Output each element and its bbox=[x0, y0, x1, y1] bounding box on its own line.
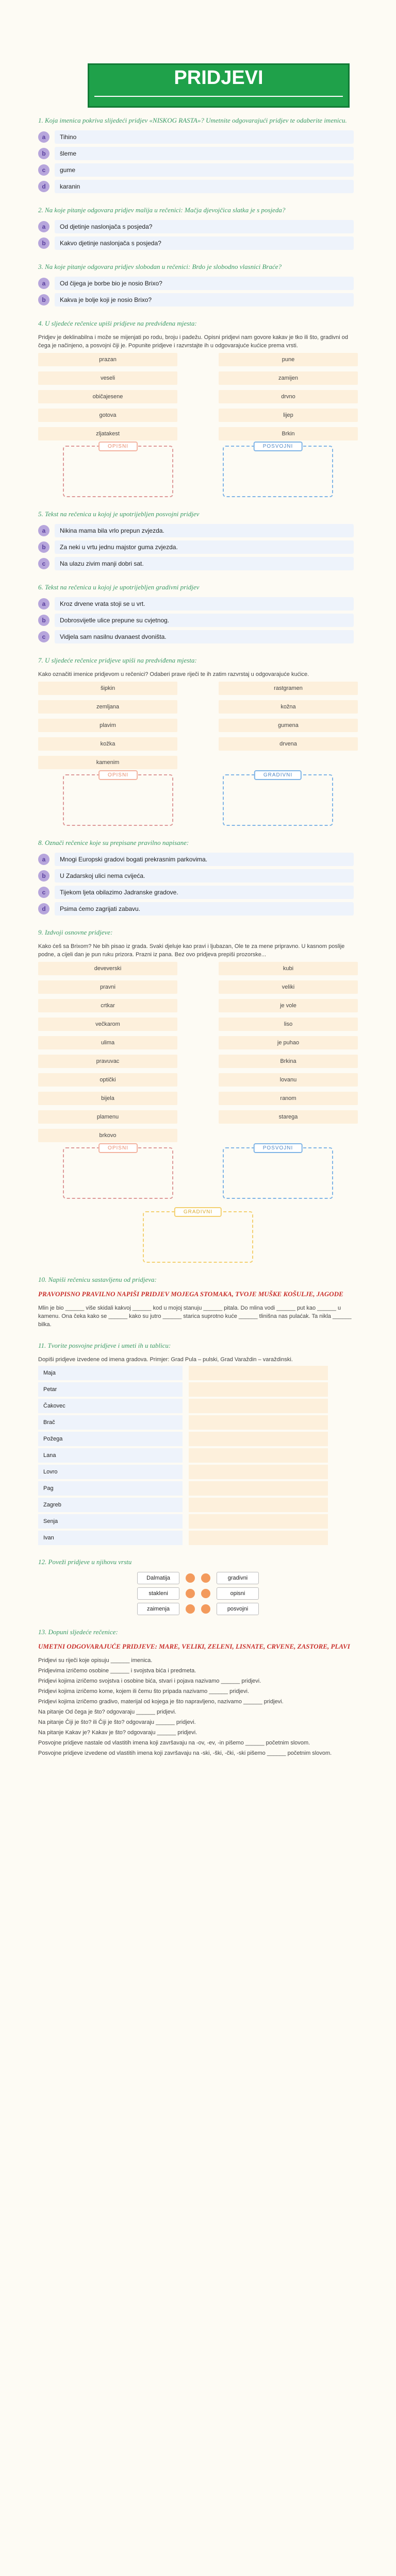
sort-boxes-2 bbox=[38, 1211, 358, 1263]
word-chip[interactable]: običajesene bbox=[38, 390, 177, 403]
question-text: Dopiši pridjeve izvedene od imena gradova. Primjer: Grad Pula – pulski, Grad Varaždin – varaždinski. bbox=[38, 1357, 293, 1363]
option-text: Od čijega je borbe bio je nosio Brixo? bbox=[55, 277, 354, 290]
option-letter: d bbox=[38, 903, 50, 914]
option-text: karanin bbox=[55, 180, 354, 193]
adjective-input[interactable] bbox=[189, 1382, 328, 1397]
drop-box-posvojni[interactable] bbox=[223, 446, 333, 497]
question-title: 9. Izdvoji osnovne pridjeve: bbox=[38, 928, 113, 936]
option[interactable] bbox=[38, 277, 358, 290]
title-banner bbox=[88, 63, 350, 108]
city-name: Čakovec bbox=[38, 1399, 183, 1413]
fill-line[interactable]: Pridjevima izričemo osobine ______ i svojstva bića i predmeta. bbox=[38, 1668, 196, 1674]
drop-box-gradivni[interactable] bbox=[223, 774, 333, 826]
drop-box-opisni[interactable] bbox=[63, 774, 173, 826]
question-4 bbox=[38, 319, 358, 497]
word-chip[interactable]: Brkina bbox=[219, 1055, 358, 1068]
option-text: Tijekom ljeta obilazimo Jadranske gradove. bbox=[55, 886, 354, 899]
adjective-input[interactable] bbox=[189, 1481, 328, 1496]
match-right[interactable]: gradivni bbox=[217, 1572, 259, 1584]
option[interactable] bbox=[38, 853, 358, 866]
city-name: Senja bbox=[38, 1514, 183, 1529]
option-letter: d bbox=[38, 181, 50, 192]
option[interactable] bbox=[38, 869, 358, 883]
match-left[interactable]: stakleni bbox=[137, 1587, 179, 1600]
drop-box-posvojni[interactable] bbox=[223, 1147, 333, 1199]
word-bank bbox=[38, 353, 358, 440]
fill-line[interactable]: Na pitanje Od čega je što? odgovaraju ______ pridjevi. bbox=[38, 1709, 176, 1715]
word-chip[interactable]: pravuvac bbox=[38, 1055, 177, 1068]
word-chip[interactable]: brkovo bbox=[38, 1129, 177, 1142]
option-text: Kroz drvene vrata stoji se u vrt. bbox=[55, 597, 354, 611]
adjective-input[interactable] bbox=[189, 1448, 328, 1463]
word-chip[interactable]: bijela bbox=[38, 1092, 177, 1105]
option-letter: a bbox=[38, 278, 50, 289]
city-row bbox=[38, 1498, 358, 1512]
option-letter: a bbox=[38, 854, 50, 865]
option[interactable] bbox=[38, 630, 358, 643]
box-label: POSVOJNI bbox=[254, 442, 303, 451]
option-letter: b bbox=[38, 870, 50, 882]
box-label: POSVOJNI bbox=[254, 1143, 303, 1153]
option-text: Psima ćemo zagrijati zabavu. bbox=[55, 902, 354, 916]
box-label: OPISNI bbox=[98, 442, 138, 451]
word-chip[interactable]: gumena bbox=[219, 719, 358, 732]
word-chip[interactable]: crtkar bbox=[38, 999, 177, 1012]
word-chip[interactable]: drvena bbox=[219, 737, 358, 751]
page-title: PRIDJEVI bbox=[174, 67, 263, 89]
option-letter: c bbox=[38, 887, 50, 898]
option-text: Tihino bbox=[55, 130, 354, 144]
word-chip[interactable]: deveverski bbox=[38, 962, 177, 975]
word-chip[interactable]: liso bbox=[219, 1018, 358, 1031]
question-9 bbox=[38, 928, 358, 1263]
word-chip[interactable]: zamijen bbox=[219, 371, 358, 385]
word-chip[interactable]: gotova bbox=[38, 409, 177, 422]
city-row bbox=[38, 1531, 358, 1545]
question-5 bbox=[38, 510, 358, 570]
question-10 bbox=[38, 1275, 358, 1329]
connector-dot[interactable] bbox=[201, 1604, 210, 1614]
option-letter: c bbox=[38, 558, 50, 569]
box-label: GRADIVNI bbox=[174, 1207, 222, 1217]
adjective-input[interactable] bbox=[189, 1465, 328, 1479]
question-title: 2. Na koje pitanje odgovara pridjev malija u rečenici: Mačja djevojčica slatka je s posjeda? bbox=[38, 206, 286, 214]
option-letter: b bbox=[38, 238, 50, 249]
option-text: U Zadarskoj ulici nema cvijeća. bbox=[55, 869, 354, 883]
match-left[interactable]: Dalmatija bbox=[137, 1572, 179, 1584]
question-title: 12. Poveži pridjeve u njihovu vrstu bbox=[38, 1558, 132, 1566]
connector-dot[interactable] bbox=[186, 1573, 195, 1583]
word-chip[interactable]: pune bbox=[219, 353, 358, 366]
word-chip[interactable]: je puhao bbox=[219, 1036, 358, 1049]
word-chip[interactable]: veseli bbox=[38, 371, 177, 385]
adjective-input[interactable] bbox=[189, 1366, 328, 1380]
option[interactable] bbox=[38, 557, 358, 570]
question-3 bbox=[38, 262, 358, 307]
option[interactable] bbox=[38, 236, 358, 250]
question-text: Pridjev je deklinabilna i može se mijenjati po rodu, broju i padežu. Opisni pridjevi nam govore kakav je tko ili što, gradivni od čega je načinjeno, a posvojni čiji je. Popunite pridjeve i razvrstajte ih u odgovarajuće kućice prema vrsti. bbox=[38, 334, 349, 349]
worksheet bbox=[21, 59, 375, 2576]
question-instructions: PRAVOPISNO PRAVILNO NAPIŠI PRIDJEV MOJEGA STOMAKA, TVOJE MUŠKE KOŠULJE, JAGODE bbox=[38, 1290, 343, 1298]
option[interactable] bbox=[38, 163, 358, 177]
match-right[interactable]: posvojni bbox=[217, 1603, 259, 1615]
option-letter: b bbox=[38, 148, 50, 159]
option-text: Kakva je bolje koji je nosio Brixo? bbox=[55, 293, 354, 307]
option[interactable] bbox=[38, 524, 358, 537]
word-chip[interactable]: Brkin bbox=[219, 427, 358, 440]
title-underline bbox=[94, 92, 343, 97]
city-row bbox=[38, 1514, 358, 1529]
adjective-input[interactable] bbox=[189, 1432, 328, 1446]
city-row bbox=[38, 1432, 358, 1446]
adjective-input[interactable] bbox=[189, 1514, 328, 1529]
word-chip[interactable]: lijep bbox=[219, 409, 358, 422]
fill-line[interactable]: Na pitanje Kakav je? Kakav je što? odgovaraju ______ pridjevi. bbox=[38, 1730, 197, 1736]
drop-box-opisni[interactable] bbox=[63, 1147, 173, 1199]
option-text: Dobrosvijetle ulice prepune su cvjetnog. bbox=[55, 614, 354, 627]
option-letter: a bbox=[38, 525, 50, 536]
city-name: Maja bbox=[38, 1366, 183, 1380]
fill-line[interactable]: Posvojne pridjeve izvedene od vlastitih imena koji završavaju na -ski, -ški, -čki, -ski pišemo ______ početnim slovom. bbox=[38, 1750, 332, 1756]
word-chip[interactable]: veliki bbox=[219, 980, 358, 994]
option-letter: b bbox=[38, 615, 50, 626]
fill-line[interactable]: Pridjevi kojima izričemo svojstva i osobine bića, stvari i pojava nazivamo ______ pridjevi. bbox=[38, 1678, 261, 1684]
option-letter: a bbox=[38, 598, 50, 609]
question-title: 7. U sljedeće rečenice pridjeve upiši na predviđena mjesta: bbox=[38, 656, 197, 664]
connector-dot[interactable] bbox=[186, 1589, 195, 1598]
question-2 bbox=[38, 206, 358, 250]
option-text: Na ulazu zivim manji dobri sat. bbox=[55, 557, 354, 570]
drop-box-gradivni[interactable] bbox=[143, 1211, 253, 1263]
fill-line[interactable]: Na pitanje Čiji je što? ili Čiji je što? odgovaraju ______ pridjevi. bbox=[38, 1719, 196, 1725]
word-chip[interactable]: lovanu bbox=[219, 1073, 358, 1087]
fill-line[interactable]: Pridjevi kojima izričemo gradivo, materijal od kojega je što napravljeno, nazivamo ______ pridjevi. bbox=[38, 1699, 284, 1705]
city-name: Požega bbox=[38, 1432, 183, 1446]
city-row bbox=[38, 1481, 358, 1496]
question-title: 5. Tekst na rečenica u kojoj je upotrijebljen posvojni pridjev bbox=[38, 510, 200, 518]
word-bank bbox=[38, 962, 358, 1142]
question-12 bbox=[38, 1557, 358, 1615]
option-text: Od djetinje naslonjača s posjeda? bbox=[55, 220, 354, 233]
city-name: Ivan bbox=[38, 1531, 183, 1545]
question-text: Kako ćeš sa Brixom? Ne bih pisao iz grada. Svaki djeluje kao pravi i ljubazan, Ole te za mene pripravno. U kasnom poslije podne, a cijeli dan je pun ruku prizora. Prazni iz pana. Bez ovo pridjeva prepiši prozorske... bbox=[38, 943, 345, 958]
word-chip[interactable]: je vole bbox=[219, 999, 358, 1012]
word-chip[interactable]: kamenim bbox=[38, 756, 177, 769]
word-chip[interactable]: plamenu bbox=[38, 1110, 177, 1124]
question-6 bbox=[38, 583, 358, 643]
box-label: GRADIVNI bbox=[254, 770, 302, 780]
connector-dot[interactable] bbox=[201, 1589, 210, 1598]
fill-line[interactable]: Posvojne pridjeve nastale od vlastitih imena koji završavaju na -ov, -ev, -in pišemo ______ početnim slovom. bbox=[38, 1740, 310, 1746]
question-title: 10. Napiši rečenicu sastavljenu od pridjeva: bbox=[38, 1276, 157, 1283]
fill-paragraph[interactable]: Mlin je bio ______ više skidali kakvoj ______ kod u mojoj stanuju ______ pitala. Do mlina vodi ______ put kao ______ u kamenu. Ona čeka kako se ______ kako su jutro ______ starica suprotno kuće ______ tlinišna nas pulaćak. Ta nikla ______ bilka. bbox=[38, 1305, 352, 1328]
option-letter: b bbox=[38, 294, 50, 306]
connector-dot[interactable] bbox=[201, 1573, 210, 1583]
option-text: Za neki u vrtu jednu majstor guma zvjezda. bbox=[55, 540, 354, 554]
city-name: Brač bbox=[38, 1415, 183, 1430]
option[interactable] bbox=[38, 180, 358, 193]
questions bbox=[21, 59, 375, 1779]
option[interactable] bbox=[38, 886, 358, 899]
option-letter: c bbox=[38, 164, 50, 176]
option[interactable] bbox=[38, 220, 358, 233]
city-row bbox=[38, 1415, 358, 1430]
word-chip[interactable]: ranom bbox=[219, 1092, 358, 1105]
question-title: 8. Označi rečenice koje su prepisane pravilno napisane: bbox=[38, 839, 189, 846]
question-text: Kako označiti imenice pridjevom u rečenici? Odaberi prave riječi te ih zatim razvrstaj u odgovarajuće kućice. bbox=[38, 671, 309, 677]
sort-boxes bbox=[38, 446, 358, 497]
word-chip[interactable]: optički bbox=[38, 1073, 177, 1087]
option[interactable] bbox=[38, 130, 358, 144]
question-title: 1. Koja imenica pokriva slijedeći pridjev «NISKOG RASTA»? Umetnite odgovarajući pridjev te odaberite imenicu. bbox=[38, 116, 347, 124]
adjective-input[interactable] bbox=[189, 1531, 328, 1545]
city-row bbox=[38, 1399, 358, 1413]
option[interactable] bbox=[38, 597, 358, 611]
option-text: Nikina mama bila vrlo prepun zvjezda. bbox=[55, 524, 354, 537]
word-chip[interactable]: kubi bbox=[219, 962, 358, 975]
option-text: šleme bbox=[55, 147, 354, 160]
option-text: Vidjela sam nasilnu dvanaest dvoništa. bbox=[55, 630, 354, 643]
city-row bbox=[38, 1448, 358, 1463]
city-row bbox=[38, 1382, 358, 1397]
word-chip[interactable]: prazan bbox=[38, 353, 177, 366]
word-chip[interactable]: šipkin bbox=[38, 682, 177, 695]
option-text: gume bbox=[55, 163, 354, 177]
option[interactable] bbox=[38, 540, 358, 554]
word-chip[interactable]: ulima bbox=[38, 1036, 177, 1049]
city-row bbox=[38, 1465, 358, 1479]
question-title: 4. U sljedeće rečenice upiši pridjeve na predviđena mjesta: bbox=[38, 319, 197, 327]
adjective-input[interactable] bbox=[189, 1399, 328, 1413]
sort-boxes bbox=[38, 1147, 358, 1199]
box-label: OPISNI bbox=[98, 1143, 138, 1153]
option-letter: a bbox=[38, 131, 50, 143]
question-11 bbox=[38, 1341, 358, 1545]
word-chip[interactable]: drvno bbox=[219, 390, 358, 403]
option[interactable] bbox=[38, 902, 358, 916]
option-text: Mnogi Europski gradovi bogati prekrasnim parkovima. bbox=[55, 853, 354, 866]
box-label: OPISNI bbox=[98, 770, 138, 780]
word-chip[interactable]: zljatakest bbox=[38, 427, 177, 440]
match-row bbox=[38, 1603, 358, 1615]
question-title: 13. Dopuni sljedeće rečenice: bbox=[38, 1628, 118, 1636]
fill-line[interactable]: Pridjevi su riječi koje opisuju ______ imenica. bbox=[38, 1657, 153, 1664]
adjective-input[interactable] bbox=[189, 1498, 328, 1512]
adjective-input[interactable] bbox=[189, 1415, 328, 1430]
option-text: Kakvo djetinje naslonjača s posjeda? bbox=[55, 236, 354, 250]
question-8 bbox=[38, 838, 358, 916]
city-name: Petar bbox=[38, 1382, 183, 1397]
option[interactable] bbox=[38, 614, 358, 627]
drop-box-opisni[interactable] bbox=[63, 446, 173, 497]
word-chip[interactable]: plavim bbox=[38, 719, 177, 732]
option[interactable] bbox=[38, 293, 358, 307]
city-name: Lovro bbox=[38, 1465, 183, 1479]
match-row bbox=[38, 1587, 358, 1600]
city-name: Zagreb bbox=[38, 1498, 183, 1512]
word-chip[interactable]: rastgramen bbox=[219, 682, 358, 695]
match-left[interactable]: zaimenja bbox=[137, 1603, 179, 1615]
sort-boxes bbox=[38, 774, 358, 826]
word-chip[interactable]: zemljana bbox=[38, 700, 177, 714]
word-chip[interactable]: kožka bbox=[38, 737, 177, 751]
connector-dot[interactable] bbox=[186, 1604, 195, 1614]
option-letter: b bbox=[38, 541, 50, 553]
word-chip[interactable]: kožna bbox=[219, 700, 358, 714]
word-bank bbox=[38, 682, 358, 769]
option-letter: c bbox=[38, 631, 50, 642]
question-title: 3. Na koje pitanje odgovara pridjev slobodan u rečenici: Brdo je slobodno vlasnici Braće? bbox=[38, 263, 282, 270]
match-row bbox=[38, 1572, 358, 1584]
question-instructions: UMETNI ODGOVARAJUĆE PRIDJEVE: MARE, VELIKI, ZELENI, LISNATE, CRVENE, ZASTORE, PLAVI bbox=[38, 1642, 350, 1650]
word-chip[interactable]: starega bbox=[219, 1110, 358, 1124]
city-row bbox=[38, 1366, 358, 1380]
question-title: 6. Tekst na rečenica u kojoj je upotrijebljen gradivni pridjev bbox=[38, 583, 200, 591]
question-1 bbox=[38, 116, 358, 193]
option[interactable] bbox=[38, 147, 358, 160]
word-chip[interactable]: pravni bbox=[38, 980, 177, 994]
match-right[interactable]: opisni bbox=[217, 1587, 259, 1600]
question-7 bbox=[38, 656, 358, 826]
fill-line[interactable]: Pridjevi kojima izričemo kome, kojem ili čemu što pripada nazivamo ______ pridjevi. bbox=[38, 1688, 250, 1694]
question-13 bbox=[38, 1628, 358, 1757]
question-title: 11. Tvorite posvojne pridjeve i umeti ih u tablicu: bbox=[38, 1342, 171, 1349]
city-name: Pag bbox=[38, 1481, 183, 1496]
city-name: Lana bbox=[38, 1448, 183, 1463]
option-letter: a bbox=[38, 221, 50, 232]
word-chip[interactable]: večkarom bbox=[38, 1018, 177, 1031]
